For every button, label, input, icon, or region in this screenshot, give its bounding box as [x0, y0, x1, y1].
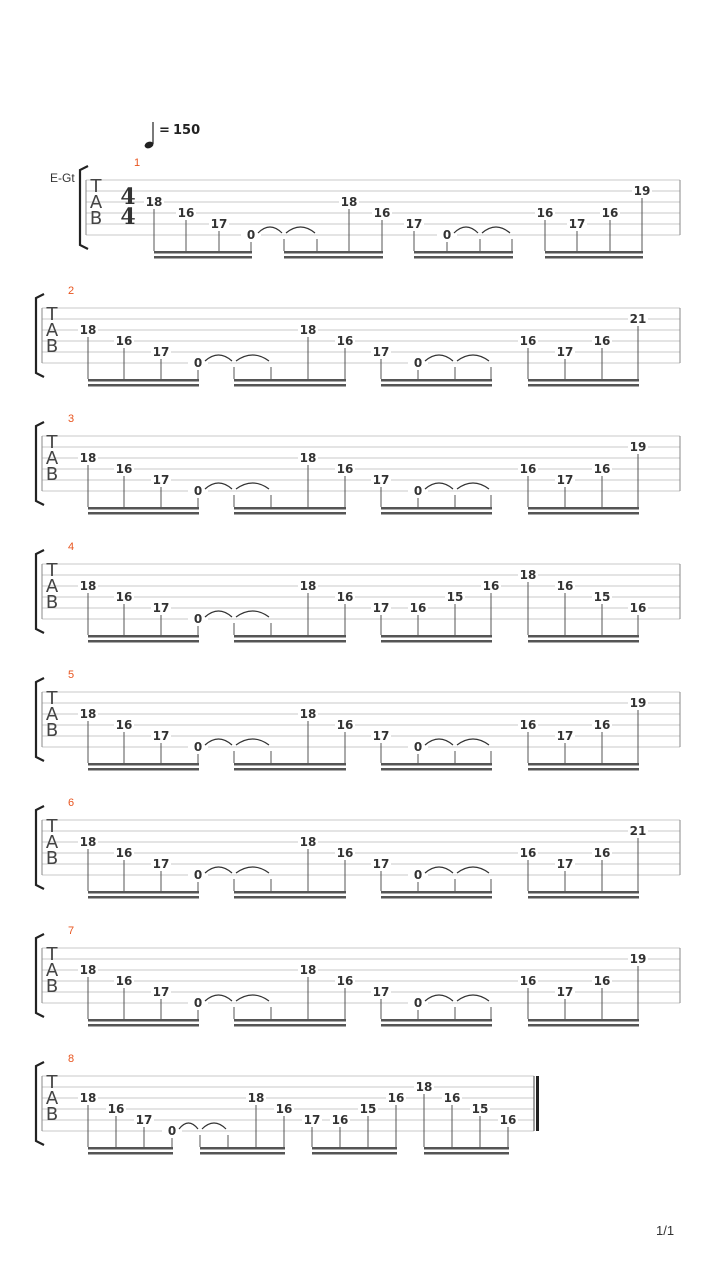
tie-arc — [457, 995, 489, 1001]
tempo-value: 150 — [173, 123, 201, 138]
tab-system — [36, 1053, 539, 1155]
fret-number: 16 — [443, 1091, 461, 1105]
beam-secondary — [234, 896, 346, 899]
tie-arc — [425, 739, 453, 745]
measure-number: 4 — [68, 541, 75, 553]
system-bracket — [36, 678, 44, 761]
fret-number: 18 — [415, 1080, 433, 1094]
beam-primary — [234, 1019, 346, 1022]
tab-clef-letter: B — [45, 336, 59, 357]
tab-clef-letter: B — [89, 208, 103, 229]
fret-number: 16 — [115, 462, 133, 476]
tie-arc — [236, 995, 269, 1001]
system-bracket — [36, 934, 44, 1017]
beam-secondary — [234, 1024, 346, 1027]
beam-secondary — [424, 1152, 509, 1155]
fret-number: 0 — [246, 228, 256, 242]
beam-secondary — [381, 1024, 492, 1027]
beam-secondary — [312, 1152, 397, 1155]
fret-number: 17 — [152, 345, 170, 359]
beam-primary — [88, 891, 199, 894]
final-barline-thick — [536, 1076, 539, 1131]
fret-number: 0 — [193, 868, 203, 882]
fret-number: 0 — [413, 484, 423, 498]
tab-system — [80, 157, 680, 259]
fret-number: 18 — [299, 835, 317, 849]
tab-clef-letter: B — [45, 720, 59, 741]
beam-primary — [381, 891, 492, 894]
fret-number: 16 — [593, 462, 611, 476]
tab-clef-letter: T — [46, 688, 58, 709]
beam-primary — [88, 763, 199, 766]
fret-number: 0 — [413, 740, 423, 754]
fret-number: 17 — [152, 601, 170, 615]
systems — [36, 157, 680, 1155]
tie-arc — [205, 867, 232, 873]
beam-primary — [381, 379, 492, 382]
tie-arc — [236, 867, 269, 873]
fret-number: 17 — [568, 217, 586, 231]
beam-primary — [528, 635, 639, 638]
fret-number: 17 — [405, 217, 423, 231]
system-bracket — [36, 550, 44, 633]
fret-number: 16 — [629, 601, 647, 615]
tab-clef-letter: B — [45, 464, 59, 485]
fret-number: 17 — [556, 857, 574, 871]
tie-arc — [425, 995, 453, 1001]
system-bracket — [36, 806, 44, 889]
fret-number: 18 — [79, 835, 97, 849]
beam-primary — [88, 379, 199, 382]
beam-primary — [234, 379, 346, 382]
tie-arc — [205, 995, 232, 1001]
tab-clef-letter: T — [46, 1072, 58, 1093]
fret-number: 16 — [409, 601, 427, 615]
tie-arc — [205, 483, 232, 489]
fret-number: 17 — [372, 729, 390, 743]
fret-number: 17 — [556, 729, 574, 743]
fret-number: 18 — [299, 707, 317, 721]
tie-arc — [202, 1123, 226, 1129]
system-bracket — [36, 1062, 44, 1145]
fret-number: 16 — [536, 206, 554, 220]
tie-arc — [457, 355, 489, 361]
tab-clef-letter: B — [45, 1104, 59, 1125]
fret-number: 17 — [135, 1113, 153, 1127]
fret-number: 16 — [519, 462, 537, 476]
tab-clef-letter: A — [45, 576, 59, 597]
beam-secondary — [414, 256, 513, 259]
tab-system — [36, 541, 680, 643]
tab-clef-letter: T — [46, 304, 58, 325]
fret-number: 15 — [446, 590, 464, 604]
tie-arc — [457, 739, 489, 745]
tie-arc — [205, 739, 232, 745]
fret-number: 16 — [499, 1113, 517, 1127]
beam-secondary — [88, 640, 199, 643]
fret-number: 0 — [442, 228, 452, 242]
fret-number: 19 — [633, 184, 651, 198]
tab-clef-letter: T — [90, 176, 102, 197]
tab-clef-letter: T — [46, 944, 58, 965]
beam-primary — [88, 635, 199, 638]
page-indicator: 1/1 — [656, 1223, 675, 1238]
tie-arc — [457, 483, 489, 489]
fret-number: 18 — [247, 1091, 265, 1105]
fret-number: 18 — [79, 707, 97, 721]
beam-primary — [528, 891, 639, 894]
instrument-label: E-Gt — [50, 171, 75, 185]
measure-number: 3 — [68, 413, 75, 425]
fret-number: 18 — [340, 195, 358, 209]
fret-number: 16 — [601, 206, 619, 220]
fret-number: 16 — [519, 334, 537, 348]
fret-number: 16 — [115, 590, 133, 604]
beam-secondary — [528, 768, 639, 771]
fret-number: 16 — [107, 1102, 125, 1116]
fret-number: 18 — [79, 1091, 97, 1105]
beam-primary — [234, 635, 346, 638]
fret-number: 16 — [593, 334, 611, 348]
fret-number: 16 — [387, 1091, 405, 1105]
beam-primary — [381, 1019, 492, 1022]
fret-number: 21 — [629, 824, 647, 838]
tab-clef-letter: B — [45, 848, 59, 869]
fret-number: 0 — [413, 356, 423, 370]
tab-system — [36, 285, 680, 387]
fret-number: 17 — [372, 473, 390, 487]
tempo-equals: = — [159, 123, 170, 138]
beam-secondary — [234, 768, 346, 771]
fret-number: 0 — [413, 996, 423, 1010]
tab-system — [36, 669, 680, 771]
measure-number: 1 — [134, 157, 141, 169]
measure-number: 2 — [68, 285, 75, 297]
fret-number: 18 — [299, 451, 317, 465]
tie-arc — [457, 867, 489, 873]
beam-secondary — [154, 256, 252, 259]
fret-number: 16 — [275, 1102, 293, 1116]
measure-number: 7 — [68, 925, 75, 937]
fret-number: 15 — [593, 590, 611, 604]
fret-number: 16 — [115, 334, 133, 348]
fret-number: 18 — [79, 579, 97, 593]
fret-number: 17 — [372, 985, 390, 999]
fret-number: 0 — [413, 868, 423, 882]
tempo-marking — [144, 122, 200, 150]
beam-secondary — [88, 896, 199, 899]
fret-number: 17 — [556, 985, 574, 999]
fret-number: 16 — [336, 334, 354, 348]
beam-secondary — [528, 896, 639, 899]
fret-number: 16 — [115, 974, 133, 988]
measure-number: 8 — [68, 1053, 75, 1065]
tie-arc — [205, 355, 232, 361]
fret-number: 17 — [372, 857, 390, 871]
beam-primary — [234, 763, 346, 766]
tie-arc — [236, 739, 269, 745]
fret-number: 18 — [299, 323, 317, 337]
beam-secondary — [88, 384, 199, 387]
fret-number: 0 — [167, 1124, 177, 1138]
fret-number: 16 — [593, 974, 611, 988]
tie-arc — [454, 227, 478, 233]
beam-primary — [234, 507, 346, 510]
beam-secondary — [88, 1152, 173, 1155]
fret-number: 19 — [629, 440, 647, 454]
fret-number: 17 — [556, 473, 574, 487]
beam-primary — [381, 507, 492, 510]
system-bracket — [36, 294, 44, 377]
fret-number: 18 — [79, 323, 97, 337]
beam-secondary — [528, 512, 639, 515]
fret-number: 17 — [152, 857, 170, 871]
beam-secondary — [234, 384, 346, 387]
fret-number: 16 — [336, 718, 354, 732]
fret-number: 16 — [519, 718, 537, 732]
tie-arc — [425, 867, 453, 873]
beam-secondary — [381, 640, 492, 643]
beam-primary — [528, 379, 639, 382]
fret-number: 17 — [152, 985, 170, 999]
measure-number: 6 — [68, 797, 75, 809]
tab-clef-letter: A — [45, 704, 59, 725]
tab-clef-letter: B — [45, 976, 59, 997]
fret-number: 17 — [303, 1113, 321, 1127]
beam-secondary — [381, 768, 492, 771]
fret-number: 16 — [115, 846, 133, 860]
fret-number: 16 — [331, 1113, 349, 1127]
fret-number: 16 — [593, 718, 611, 732]
beam-primary — [528, 507, 639, 510]
fret-number: 18 — [79, 451, 97, 465]
beam-primary — [88, 507, 199, 510]
time-signature-top: 4 — [120, 184, 136, 210]
fret-number: 18 — [299, 963, 317, 977]
tab-clef-letter: A — [45, 1088, 59, 1109]
beam-primary — [528, 1019, 639, 1022]
tab-clef-letter: A — [89, 192, 103, 213]
fret-number: 15 — [471, 1102, 489, 1116]
fret-number: 16 — [336, 846, 354, 860]
beam-secondary — [528, 384, 639, 387]
fret-number: 16 — [373, 206, 391, 220]
fret-number: 18 — [299, 579, 317, 593]
fret-number: 16 — [336, 590, 354, 604]
fret-number: 16 — [336, 974, 354, 988]
beam-secondary — [234, 512, 346, 515]
beam-secondary — [381, 896, 492, 899]
beam-secondary — [88, 768, 199, 771]
beam-primary — [381, 763, 492, 766]
fret-number: 15 — [359, 1102, 377, 1116]
fret-number: 18 — [79, 963, 97, 977]
time-signature-bottom: 4 — [120, 204, 136, 230]
tie-arc — [236, 355, 269, 361]
beam-primary — [234, 891, 346, 894]
fret-number: 0 — [193, 996, 203, 1010]
beam-secondary — [284, 256, 383, 259]
fret-number: 16 — [336, 462, 354, 476]
fret-number: 19 — [629, 952, 647, 966]
fret-number: 17 — [152, 473, 170, 487]
beam-primary — [88, 1019, 199, 1022]
tab-clef-letter: A — [45, 448, 59, 469]
fret-number: 16 — [593, 846, 611, 860]
tab-clef-letter: T — [46, 560, 58, 581]
system-bracket — [80, 166, 88, 249]
tie-arc — [286, 227, 315, 233]
beam-secondary — [528, 1024, 639, 1027]
fret-number: 16 — [115, 718, 133, 732]
fret-number: 18 — [145, 195, 163, 209]
fret-number: 17 — [372, 345, 390, 359]
fret-number: 16 — [519, 974, 537, 988]
tie-arc — [258, 227, 282, 233]
tie-arc — [425, 355, 453, 361]
beam-primary — [424, 1147, 509, 1150]
fret-number: 19 — [629, 696, 647, 710]
tie-arc — [236, 483, 269, 489]
fret-number: 0 — [193, 356, 203, 370]
beam-primary — [88, 1147, 173, 1150]
measure-number: 5 — [68, 669, 75, 681]
tab-clef-letter: A — [45, 960, 59, 981]
tab-system — [36, 925, 680, 1027]
tab-clef-letter: B — [45, 592, 59, 613]
fret-number: 16 — [177, 206, 195, 220]
tie-arc — [482, 227, 510, 233]
fret-number: 17 — [152, 729, 170, 743]
fret-number: 0 — [193, 740, 203, 754]
system-bracket — [36, 422, 44, 505]
tab-system — [36, 797, 680, 899]
beam-secondary — [234, 640, 346, 643]
tab-clef-letter: A — [45, 320, 59, 341]
beam-secondary — [88, 1024, 199, 1027]
fret-number: 17 — [372, 601, 390, 615]
tie-arc — [236, 611, 269, 617]
fret-number: 21 — [629, 312, 647, 326]
fret-number: 17 — [556, 345, 574, 359]
beam-primary — [545, 251, 643, 254]
fret-number: 16 — [556, 579, 574, 593]
beam-primary — [284, 251, 383, 254]
beam-primary — [200, 1147, 285, 1150]
beam-secondary — [88, 512, 199, 515]
fret-number: 16 — [482, 579, 500, 593]
fret-number: 16 — [519, 846, 537, 860]
beam-secondary — [381, 512, 492, 515]
tab-clef-letter: T — [46, 816, 58, 837]
beam-primary — [381, 635, 492, 638]
fret-number: 18 — [519, 568, 537, 582]
beam-primary — [528, 763, 639, 766]
beam-secondary — [381, 384, 492, 387]
beam-secondary — [528, 640, 639, 643]
fret-number: 0 — [193, 612, 203, 626]
beam-primary — [154, 251, 252, 254]
beam-secondary — [200, 1152, 285, 1155]
beam-secondary — [545, 256, 643, 259]
tab-clef-letter: T — [46, 432, 58, 453]
tie-arc — [205, 611, 232, 617]
fret-number: 0 — [193, 484, 203, 498]
beam-primary — [414, 251, 513, 254]
beam-primary — [312, 1147, 397, 1150]
tab-clef-letter: A — [45, 832, 59, 853]
fret-number: 17 — [210, 217, 228, 231]
tab-system — [36, 413, 680, 515]
tie-arc — [425, 483, 453, 489]
